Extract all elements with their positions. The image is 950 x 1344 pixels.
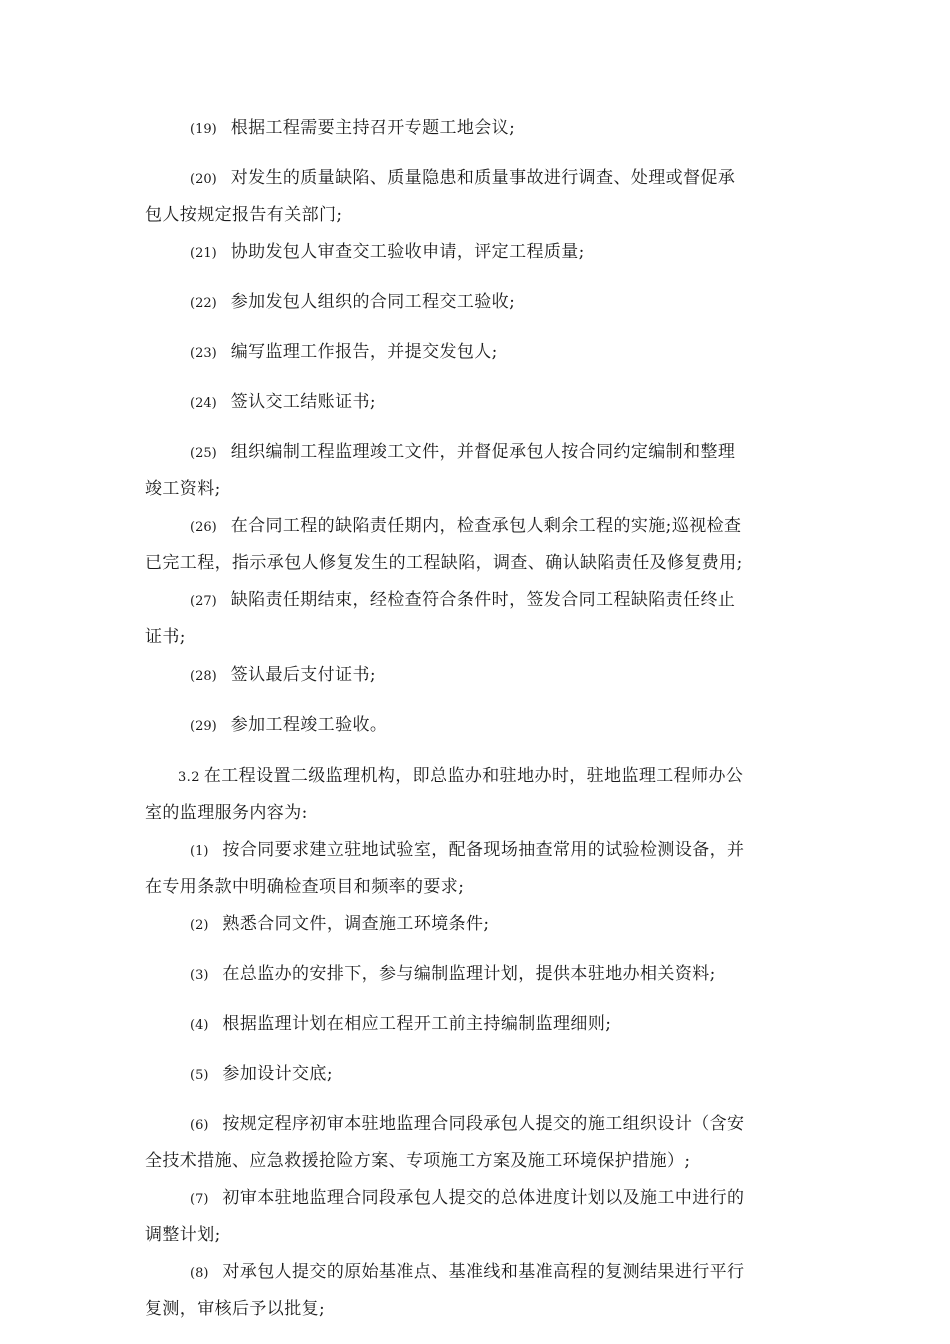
list-item-25	[145, 434, 805, 508]
section-number: 3.2	[178, 770, 200, 785]
item-number: (5)	[190, 1068, 209, 1083]
list-item-24	[145, 384, 805, 421]
item-number: (8)	[190, 1266, 209, 1281]
list-item-1	[145, 832, 805, 906]
item-text: 在总监办的安排下，参与编制监理计划，提供本驻地办相关资料;	[222, 964, 716, 984]
item-number: (22)	[190, 296, 217, 311]
list-item-4	[145, 1006, 805, 1043]
item-text-continued: 已完工程，指示承包人修复发生的工程缺陷，调查、确认缺陷责任及修复费用;	[145, 553, 743, 573]
list-item-6	[145, 1106, 805, 1180]
item-number: (6)	[190, 1118, 209, 1133]
item-number: (19)	[190, 122, 217, 137]
item-number: (2)	[190, 918, 209, 933]
item-number: (21)	[190, 246, 217, 261]
list-item-7	[145, 1180, 805, 1254]
item-number: (20)	[190, 172, 217, 187]
item-text: 初审本驻地监理合同段承包人提交的总体进度计划以及施工中进行的	[222, 1188, 745, 1208]
item-number: (7)	[190, 1192, 209, 1207]
list-item-3	[145, 956, 805, 993]
item-text-continued: 调整计划;	[145, 1225, 221, 1245]
item-text: 参加设计交底;	[222, 1064, 333, 1084]
list-item-29	[145, 707, 805, 744]
list-item-19	[145, 110, 805, 147]
list-item-21	[145, 234, 805, 271]
list-item-5	[145, 1056, 805, 1093]
item-number: (29)	[190, 719, 217, 734]
list-item-20	[145, 160, 805, 234]
item-text: 缺陷责任期结束，经检查符合条件时，签发合同工程缺陷责任终止	[230, 590, 736, 610]
item-text-continued: 在专用条款中明确检查项目和频率的要求;	[145, 877, 465, 897]
section-3-2	[145, 758, 805, 832]
item-text: 参加发包人组织的合同工程交工验收;	[230, 292, 516, 312]
item-number: (28)	[190, 669, 217, 684]
list-item-22	[145, 284, 805, 321]
item-number: (26)	[190, 520, 217, 535]
item-text: 对发生的质量缺陷、质量隐患和质量事故进行调查、处理或督促承	[230, 168, 736, 188]
item-text: 根据监理计划在相应工程开工前主持编制监理细则;	[222, 1014, 612, 1034]
list-item-26	[145, 508, 805, 582]
list-item-23	[145, 334, 805, 371]
list-item-8	[145, 1254, 805, 1328]
item-text: 编写监理工作报告，并提交发包人;	[230, 342, 498, 362]
item-text: 按合同要求建立驻地试验室，配备现场抽查常用的试验检测设备，并	[222, 840, 745, 860]
item-text: 根据工程需要主持召开专题工地会议;	[230, 118, 516, 138]
list-item-27	[145, 582, 805, 656]
section-text: 在工程设置二级监理机构，即总监办和驻地办时，驻地监理工程师办公	[203, 766, 744, 786]
list-item-28	[145, 657, 805, 694]
item-number: (27)	[190, 594, 217, 609]
list-item-2	[145, 906, 805, 943]
item-number: (4)	[190, 1018, 209, 1033]
item-text-continued: 复测，审核后予以批复;	[145, 1299, 326, 1319]
item-text-continued: 包人按规定报告有关部门;	[145, 205, 343, 225]
item-number: (24)	[190, 396, 217, 411]
item-text: 协助发包人审查交工验收申请，评定工程质量;	[230, 242, 585, 262]
item-text: 签认最后支付证书;	[230, 665, 377, 685]
item-number: (1)	[190, 844, 209, 859]
item-text-continued: 证书;	[145, 627, 186, 647]
item-text-continued: 全技术措施、应急救援抢险方案、专项施工方案及施工环境保护措施）;	[145, 1151, 691, 1171]
item-text: 按规定程序初审本驻地监理合同段承包人提交的施工组织设计（含安	[222, 1114, 745, 1134]
item-text: 签认交工结账证书;	[230, 392, 377, 412]
item-text: 对承包人提交的原始基准点、基准线和基准高程的复测结果进行平行	[222, 1262, 745, 1282]
item-text: 熟悉合同文件，调查施工环境条件;	[222, 914, 490, 934]
item-text-continued: 竣工资料;	[145, 479, 221, 499]
item-number: (23)	[190, 346, 217, 361]
item-number: (25)	[190, 446, 217, 461]
item-number: (3)	[190, 968, 209, 983]
item-text: 参加工程竣工验收。	[230, 715, 388, 735]
item-text: 在合同工程的缺陷责任期内，检查承包人剩余工程的实施;巡视检查	[230, 516, 742, 536]
section-text-continued: 室的监理服务内容为:	[145, 803, 308, 823]
item-text: 组织编制工程监理竣工文件，并督促承包人按合同约定编制和整理	[230, 442, 736, 462]
